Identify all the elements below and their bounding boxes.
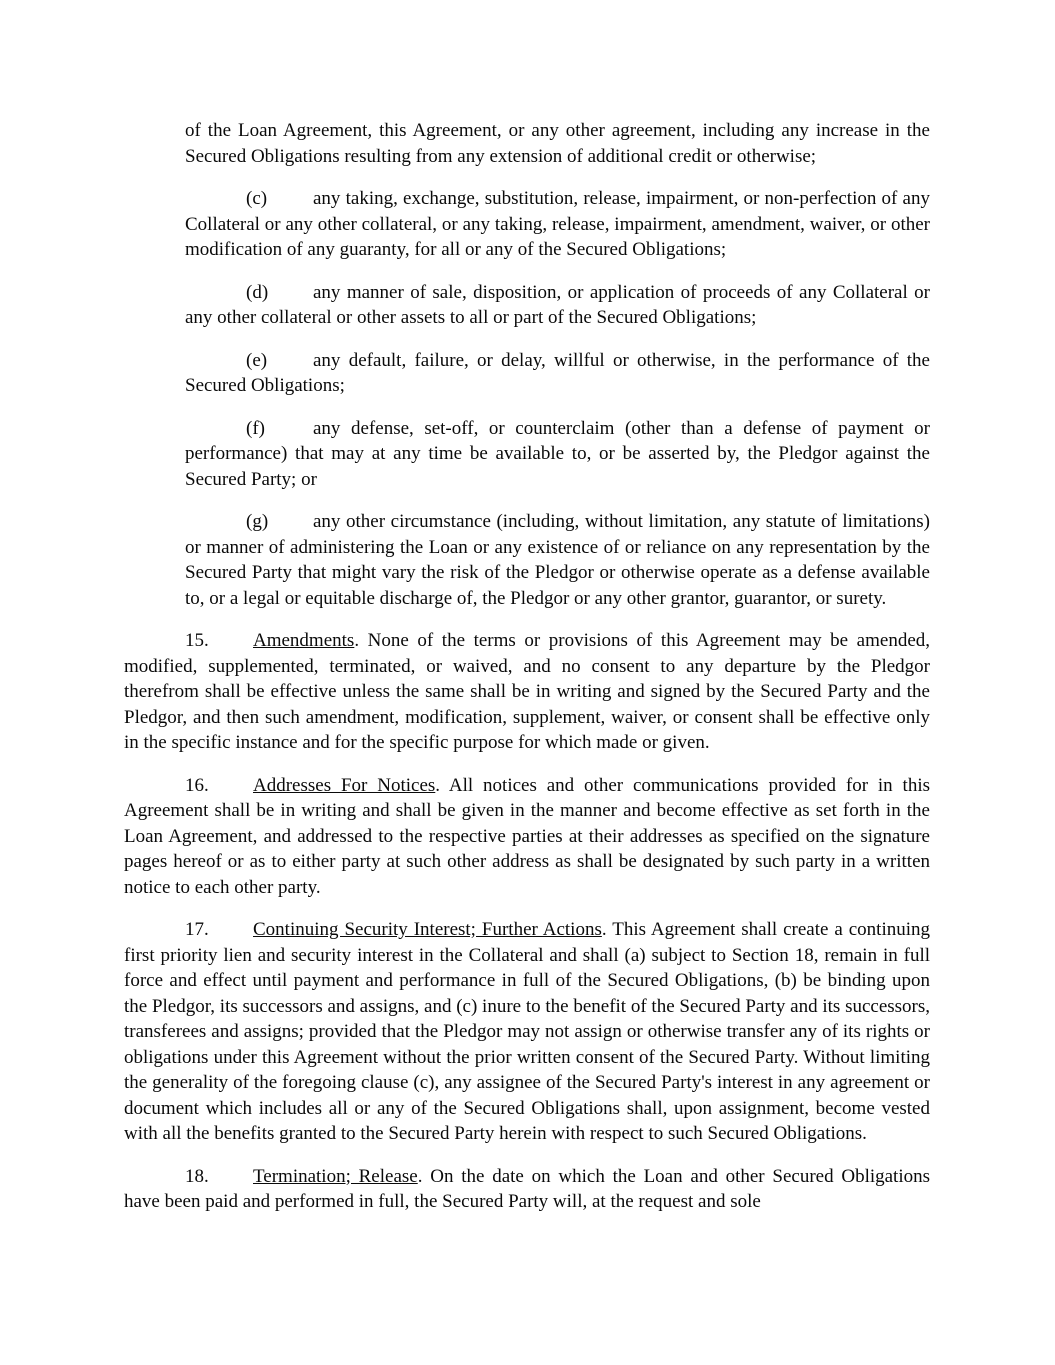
section-heading: Addresses For Notices — [253, 774, 436, 796]
section-number-label: 15. — [185, 630, 209, 651]
paragraph-text: All notices and other communications provided for in this Agreement shall be in writing and shall be given in the manner and become effective as set forth in the Loan Agreement, and addressed to the respective parties at their addresses as specified on the signature pages hereof or as to either party at such other address as shall be designated by such party in a written notice to each other party. — [124, 774, 931, 898]
paragraph-text: any manner of sale, disposition, or application of proceeds of any Collateral or any other collateral or other assets to all or part of the Secured Obligations; — [185, 281, 930, 328]
clause-paragraph — [185, 186, 930, 263]
paragraph-text: of the Loan Agreement, this Agreement, or any other agreement, including any increase in the Secured Obligations resulting from any extension of additional credit or otherwise; — [185, 120, 930, 167]
section-paragraph — [124, 917, 930, 1147]
paragraph-text: any other circumstance (including, without limitation, any statute of limitations) or manner of administering the Loan or any existence of or reliance on any representation by the Secured Party that might vary the risk of the Pledgor or otherwise operate as a defense available to, or a legal or equitable discharge of, the Pledgor or any other grantor, guarantor, or surety. — [185, 511, 930, 609]
heading-separator: . — [601, 919, 613, 940]
heading-separator: . — [354, 630, 368, 651]
heading-separator: . — [417, 1165, 431, 1187]
clause-letter-label: (g) — [246, 511, 269, 532]
section-number-label: 17. — [185, 919, 209, 940]
section-heading: Termination; Release — [253, 1165, 418, 1187]
section-number-label: 16. — [185, 774, 209, 796]
section-paragraph — [124, 1164, 930, 1215]
section-heading: Continuing Security Interest; Further Actions — [253, 919, 602, 940]
section-paragraph — [124, 773, 930, 901]
continuation-paragraph — [185, 118, 930, 169]
clause-paragraph — [185, 509, 930, 611]
paragraph-text: any default, failure, or delay, willful or otherwise, in the performance of the Secured Obligations; — [185, 349, 930, 396]
clause-letter-label: (c) — [246, 188, 268, 209]
section-heading: Amendments — [253, 630, 355, 651]
heading-separator: . — [435, 774, 449, 796]
clause-paragraph — [185, 416, 930, 493]
paragraph-text: This Agreement shall create a continuing first priority lien and security interest in the Collateral and shall (a) subject to Section 18, remain in full force and effect until payment and performance in full of the Secured Obligations, (b) be binding upon the Pledgor, its successors and assigns, and (c) inure to the benefit of the Secured Party and its successors, transferees and assigns; provided that the Pledgor may not assign or otherwise transfer any of its rights or obligations under this Agreement without the prior written consent of the Secured Party. Without limiting the generality of the foregoing clause (c), any assignee of the Secured Party's interest in any agreement or document which includes all or any of the Secured Obligations shall, upon assignment, become vested with all the benefits granted to the Secured Party herein with respect to such Secured Obligations. — [124, 919, 931, 1144]
section-paragraph — [124, 628, 930, 756]
paragraph-text: any defense, set-off, or counterclaim (other than a defense of payment or performance) that may at any time be available to, or be asserted by, the Pledgor against the Secured Party; or — [185, 417, 930, 490]
clause-paragraph — [185, 280, 930, 331]
paragraph-text: None of the terms or provisions of this Agreement may be amended, modified, supplemented, terminated, or waived, and no consent to any departure by the Pledgor therefrom shall be effective unless the same shall be in writing and signed by the Secured Party and the Pledgor, and then such amendment, modification, supplement, waiver, or consent shall be effective only in the specific instance and for the specific purpose for which made or given. — [124, 630, 931, 753]
clause-letter-label: (d) — [246, 281, 269, 303]
section-number-label: 18. — [185, 1165, 209, 1187]
clause-paragraph — [185, 348, 930, 399]
paragraph-text: any taking, exchange, substitution, release, impairment, or non-perfection of any Collateral or any other collateral, or any taking, release, impairment, amendment, waiver, or other modification of any guaranty, for all or any of the Secured Obligations; — [185, 188, 930, 260]
paragraph-text: On the date on which the Loan and other Secured Obligations have been paid and performed in full, the Secured Party will, at the request and sole — [124, 1165, 931, 1212]
clause-letter-label: (f) — [246, 417, 265, 439]
clause-letter-label: (e) — [246, 349, 268, 371]
